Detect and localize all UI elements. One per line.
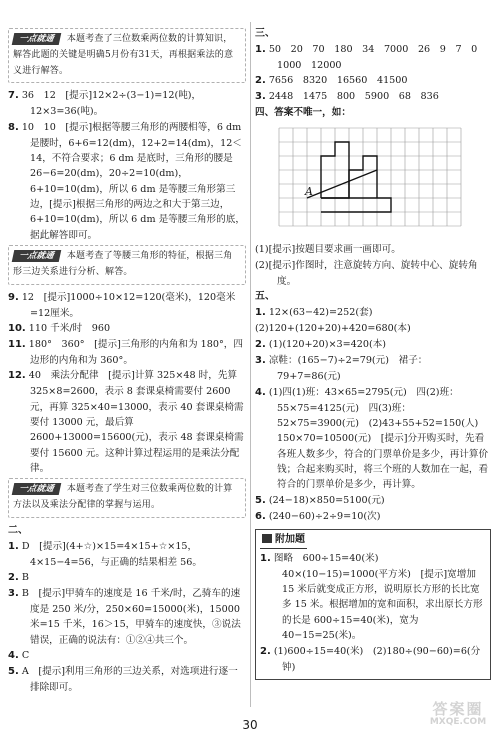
item-text: (1)四(1)班：43×65=2795(元) 四(2)班：55×75=4125(元) 四(3)班：52×75=3900(元) (2)43+55+52=150(人) 150×70=10500(元) [提示]分开购买时，先看各班人数多少，符合的门票单价是多少，再计算价钱；合起来购买时，将三个班的人数加在一起，看符合的门票单价是多少，再计算。 bbox=[268, 386, 489, 491]
item-text: 12 [提示]1000÷10×12=120(毫米)，120毫米=12厘米。 bbox=[21, 291, 236, 319]
page-number: 30 bbox=[242, 718, 258, 732]
answer-item bbox=[8, 120, 246, 243]
item-number: 9. bbox=[8, 291, 19, 303]
item-text: (2)120+(120+20)+420=680(本) bbox=[255, 323, 411, 335]
item-number: 6. bbox=[255, 510, 266, 522]
item-number: 3. bbox=[8, 588, 19, 600]
item-number: 1. bbox=[260, 552, 271, 564]
watermark-url: MXQE.COM bbox=[429, 716, 487, 727]
grid-figure bbox=[275, 124, 491, 239]
section-label: 五、 bbox=[255, 291, 275, 303]
tip-box-3 bbox=[8, 478, 246, 518]
watermark-logo bbox=[420, 701, 496, 735]
answer-item bbox=[255, 305, 491, 321]
right-column bbox=[255, 26, 491, 680]
answer-list bbox=[255, 242, 491, 289]
left-column bbox=[8, 26, 246, 695]
answer-item bbox=[8, 539, 246, 570]
item-number: 2. bbox=[255, 339, 266, 351]
item-number: 2. bbox=[255, 75, 266, 87]
tip-badge: 一点就通 bbox=[12, 250, 61, 262]
extra-title bbox=[260, 532, 307, 549]
item-text: 36 12 [提示]12×2÷(3−1)=12(吨)，12×3=36(吨)。 bbox=[21, 90, 202, 118]
item-number: 4. bbox=[8, 650, 19, 662]
item-number: 1. bbox=[255, 44, 266, 55]
item-number: 12. bbox=[8, 370, 26, 382]
column-divider bbox=[250, 22, 251, 707]
item-text: (240−60)÷2÷9=10(次) bbox=[268, 510, 381, 522]
answer-item bbox=[255, 493, 491, 509]
answer-item bbox=[255, 89, 491, 105]
answer-item bbox=[255, 258, 491, 289]
watermark-text: 答案圈 bbox=[432, 700, 484, 718]
item-text: 10 10 [提示]根据等腰三角形的两腰相等，6 dm 是腰时，6+6=12(dm)，12+2=14(dm)，12＜14，不符合要求；6 dm 是底时，三角形的腰是 26−6=20(dm)，20÷2=10(dm)，6+10=10(dm)，所以 6 dm 是等腰三角形第三边，[提示]根据三角形的两边之和大于第三边，6+10=10(dm)，所以 6 dm 是等腰三角形的底，据此解答即可。 bbox=[21, 121, 245, 241]
item-text: (1)[提示]按题目要求画一画即可。 bbox=[255, 244, 401, 256]
item-text: 50 20 70 180 34 7000 26 9 7 0 1000 12000 bbox=[268, 44, 487, 71]
tip-text: 本题考查了三位数乘两位数的计算知识，解答此题的关键是明确5月份有31天，再根据乘法的意义进行解答。 bbox=[13, 34, 234, 76]
section-label: 三、 bbox=[255, 28, 275, 39]
item-text: 110 千米/时 960 bbox=[28, 322, 111, 334]
answer-item bbox=[255, 73, 491, 89]
section-heading: 四、答案不唯一，如： bbox=[255, 107, 351, 119]
item-number: 2. bbox=[8, 572, 19, 584]
answer-item bbox=[260, 551, 486, 644]
answer-list bbox=[8, 539, 246, 696]
item-text: 40 乘法分配律 [提示]计算 325×48 时，先算 325×8=2600，表示 8 套课桌椅需要付 2600 元，再算 325×40=13000，表示 40 套课桌椅需要付 13000 元，最后算 2600+13000=15600(元)，表示 48 套课桌椅需要付 15600 元。这种计算过程运用的是乘法分配律。 bbox=[28, 370, 244, 474]
rotation-grid-diagram bbox=[275, 124, 465, 234]
item-text: 图略 600÷15=40(米) 40×(10−15)=1000(平方米) [提示]宽增加 15 米后就变成正方形，说明原长方形的长比宽多 15 米。根据增加的宽和面积，求出原长方形的长是 600÷15=40(米)，宽为 40−15=25(米)。 bbox=[273, 552, 483, 642]
answer-item bbox=[8, 337, 246, 368]
item-text: 180° 360° [提示]三角形的内角和为 180°，四边形的内角和为 360°。 bbox=[28, 338, 243, 366]
point-label: A bbox=[305, 184, 313, 198]
item-text: (1)(120+20)×3=420(本) bbox=[268, 339, 387, 351]
answer-item bbox=[255, 321, 491, 337]
item-number: 3. bbox=[255, 355, 266, 367]
item-number: 8. bbox=[8, 121, 19, 133]
answer-list bbox=[260, 551, 486, 675]
answer-item bbox=[255, 42, 491, 73]
item-number: 5. bbox=[255, 494, 266, 506]
item-number: 1. bbox=[8, 540, 19, 552]
answer-list bbox=[255, 42, 491, 105]
item-number: 2. bbox=[260, 645, 271, 657]
item-text: C bbox=[21, 650, 30, 662]
item-number: 10. bbox=[8, 322, 26, 334]
item-text: (24−18)×850=5100(元) bbox=[268, 494, 385, 506]
item-number: 7. bbox=[8, 90, 19, 102]
item-number: 3. bbox=[255, 91, 266, 103]
tip-box-2 bbox=[8, 245, 246, 285]
item-number: 1. bbox=[255, 307, 266, 319]
answer-item bbox=[8, 648, 246, 664]
answer-item bbox=[8, 88, 246, 119]
extra-problems-box bbox=[255, 529, 491, 680]
answer-item bbox=[255, 353, 491, 384]
answer-item bbox=[260, 644, 486, 675]
answer-list bbox=[8, 290, 246, 477]
tip-text: 本题考查了等腰三角形的特征，根据三角形三边关系进行分析、解答。 bbox=[13, 251, 233, 277]
answer-item bbox=[255, 242, 491, 258]
item-number: 5. bbox=[8, 666, 19, 678]
item-text: A [提示]利用三角形的三边关系，对选项进行逐一排除即可。 bbox=[21, 666, 238, 694]
answer-item bbox=[255, 337, 491, 353]
answer-item bbox=[8, 368, 246, 476]
answer-item bbox=[8, 570, 246, 586]
tip-badge: 一点就通 bbox=[12, 33, 61, 45]
answer-item bbox=[8, 321, 246, 337]
tip-text: 本题考查了学生对三位数乘两位数的计算方法以及乘法分配律的掌握与运用。 bbox=[13, 484, 233, 510]
item-text: (1)600÷15=40(米) (2)180÷(90−60)=6(分钟) bbox=[273, 645, 481, 673]
answer-item bbox=[255, 509, 491, 525]
answer-item bbox=[255, 385, 491, 493]
book-icon bbox=[262, 534, 272, 543]
answer-item bbox=[8, 664, 246, 695]
extra-title-text: 附加题 bbox=[275, 533, 305, 545]
item-text: 凉鞋：(165−7)÷2=79(元) 裙子：79+7=86(元) bbox=[268, 355, 428, 383]
item-number: 4. bbox=[255, 386, 266, 398]
answer-item bbox=[8, 586, 246, 648]
item-text: D [提示](4+☆)×15=4×15+☆×15，4×15−4=56，与正确的结果相差 56。 bbox=[21, 540, 202, 568]
item-text: B bbox=[21, 572, 29, 584]
section-label: 二、 bbox=[8, 524, 28, 536]
tip-box-1 bbox=[8, 28, 246, 83]
answer-item bbox=[8, 290, 246, 321]
item-number: 11. bbox=[8, 338, 26, 350]
tip-badge: 一点就通 bbox=[12, 483, 61, 495]
item-text: (2)[提示]作图时，注意旋转方向、旋转中心、旋转角度。 bbox=[255, 260, 478, 288]
answer-list bbox=[8, 88, 246, 243]
item-text: 7656 8320 16560 41500 bbox=[268, 75, 408, 87]
item-text: 2448 1475 800 5900 68 836 bbox=[268, 91, 439, 103]
item-text: B [提示]甲骑车的速度是 16 千米/时，乙骑车的速度是 250 米/分，250×60=15000(米)，15000 米=15 千米，16＞15，甲骑车的速度快，③说法错误，正确的说法有：①②④共三个。 bbox=[21, 588, 241, 646]
answer-list bbox=[255, 305, 491, 524]
item-text: 12×(63−42)=252(套) bbox=[268, 307, 373, 319]
